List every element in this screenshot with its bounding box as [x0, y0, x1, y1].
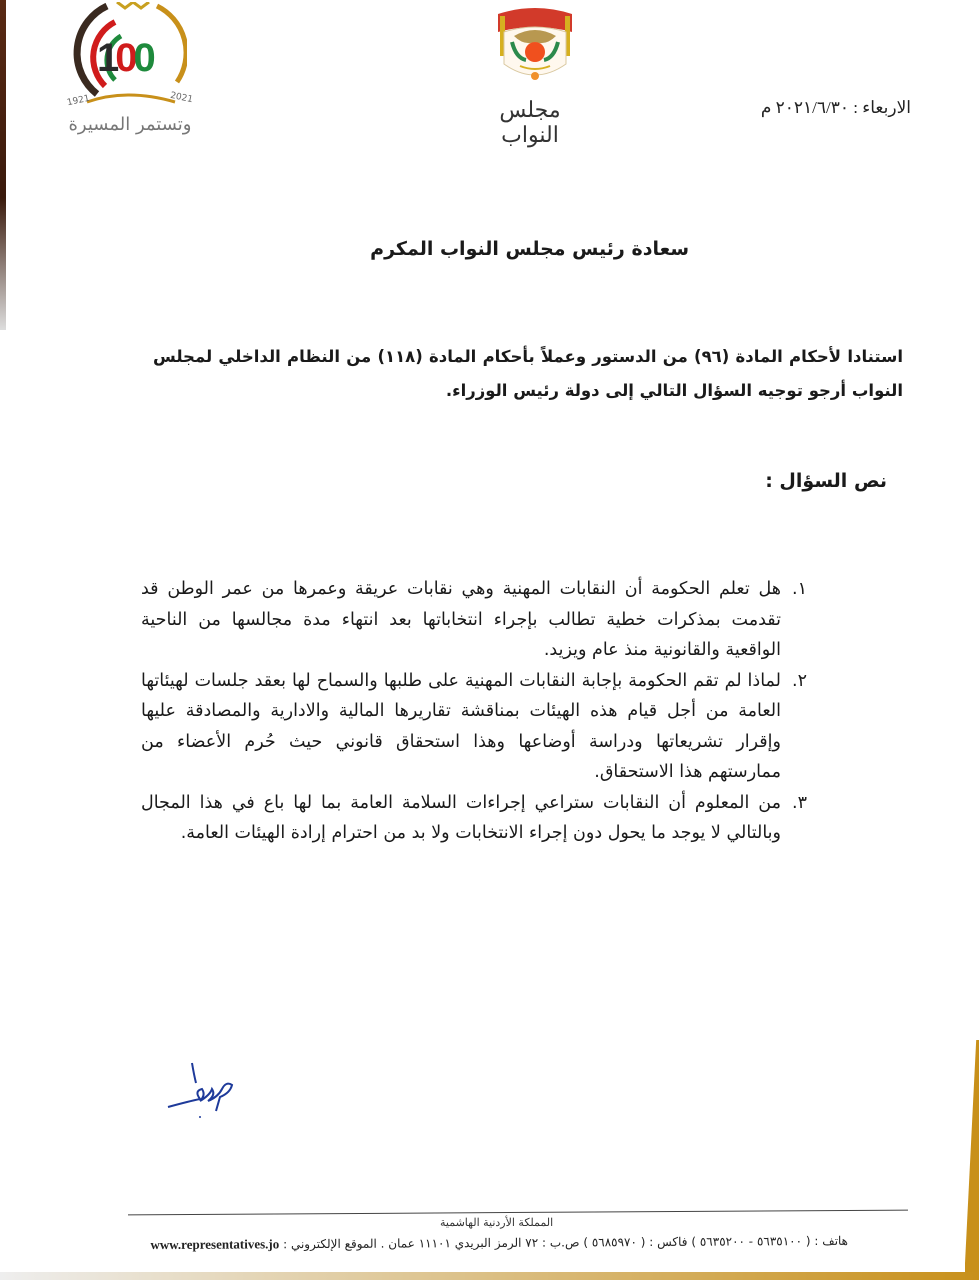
- question-number: ٢.: [792, 670, 807, 691]
- question-number: ٣.: [792, 792, 807, 813]
- salutation: سعادة رئيس مجلس النواب المكرم: [370, 238, 689, 260]
- phone-label: هاتف :: [814, 1233, 849, 1249]
- signature-icon: [160, 1055, 260, 1125]
- centennial-year-start: 1921: [66, 93, 91, 109]
- question-item: [141, 574, 807, 666]
- question-heading: نص السؤال :: [765, 470, 887, 492]
- footer-contact: [128, 1233, 848, 1253]
- phone-numbers: ( ٥٦٣٥١٠٠ - ٥٦٣٥٢٠٠ ): [691, 1234, 811, 1249]
- coat-of-arms-icon: [490, 2, 580, 87]
- centennial-number: 100: [97, 36, 152, 80]
- question-text: من المعلوم أن النقابات ستراعي إجراءات السلامة العامة بما لها باع في هذا المجال وبالتالي لا يوجد ما يحول دون إجراء الانتخابات ولا بد من احترام إرادة الهيئات العامة.: [141, 792, 781, 843]
- fax-label: فاكس :: [649, 1234, 688, 1250]
- question-item: [141, 788, 807, 849]
- page-edge-right: [965, 1040, 979, 1280]
- question-number: ١.: [792, 579, 807, 599]
- question-list: [141, 574, 807, 849]
- centennial-tagline: وتستمر المسيرة: [68, 114, 192, 135]
- question-text: لماذا لم تقم الحكومة بإجابة النقابات المهنية على طلبها والسماح لها بعقد جلسات لهيئاتها العامة من أجل قيام هذه الهيئات بمناقشة تقاريرها المالية والادارية والمصادقة عليها وإقرار تشريعاتها ودراسة أوضاعها وهذا استحقاق قانوني حيث حُرم الأعضاء من ممارستهم هذا الاستحقاق.: [141, 670, 781, 782]
- footer-kingdom-name: المملكة الأردنية الهاشمية: [440, 1216, 554, 1229]
- question-item: [141, 666, 807, 788]
- centennial-year-end: 2021: [169, 90, 194, 106]
- website-link[interactable]: www.representatives.jo: [150, 1236, 280, 1253]
- letter-date: الاربعاء : ٢٠٢١/٦/٣٠ م: [760, 98, 911, 117]
- intro-paragraph: استنادا لأحكام المادة (٩٦) من الدستور وعملاً بأحكام المادة (١١٨) من النظام الداخلي لمجلس النواب أرجو توجيه السؤال التالي إلى دولة رئيس الوزراء.: [153, 347, 903, 400]
- footer-divider: [128, 1210, 908, 1216]
- page-edge-bottom: [0, 1272, 979, 1280]
- page-edge-left: [0, 0, 6, 330]
- centennial-logo: [55, 0, 205, 145]
- website-label: الموقع الإلكتروني :: [283, 1236, 377, 1252]
- question-text: هل تعلم الحكومة أن النقابات المهنية وهي نقابات عريقة وعمرها من عمر الوطن قد تقدمت بمذكرات خطية تطالب بإجراء انتخاباتها بعد انتهاء مدة مجالسها من الناحية الواقعية والقانونية منذ عام ويزيد.: [141, 579, 781, 660]
- institution-name: مجلس النواب: [499, 98, 561, 148]
- fax-number: ( ٥٦٨٥٩٧٠ ): [583, 1235, 646, 1250]
- po-box: ص.ب : ٧٢ الرمز البريدي ١١١٠١ عمان .: [380, 1235, 580, 1251]
